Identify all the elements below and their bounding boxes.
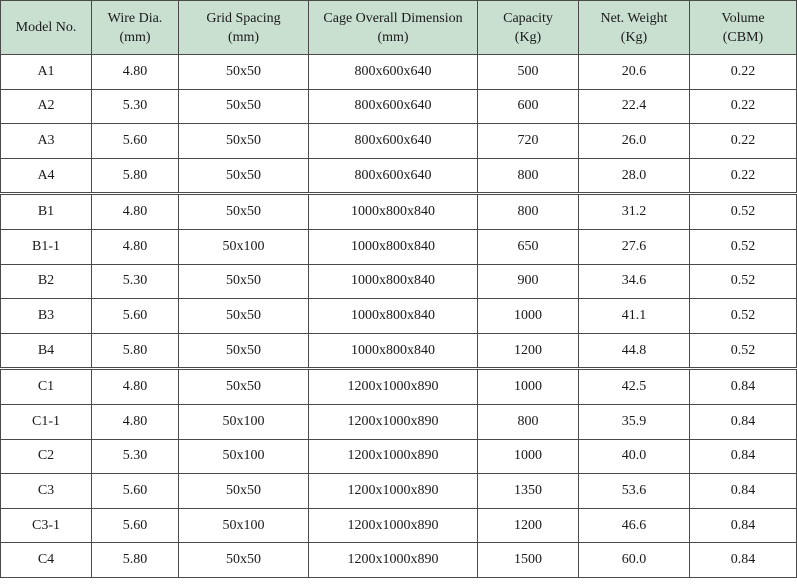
cell-volume: 0.22 bbox=[690, 55, 797, 90]
cell-dimension: 1000x800x840 bbox=[309, 299, 478, 334]
cell-grid-spacing: 50x50 bbox=[179, 55, 309, 90]
cell-model-no: A1 bbox=[1, 55, 92, 90]
cell-model-no: A2 bbox=[1, 89, 92, 124]
header-capacity: Capacity (Kg) bbox=[478, 1, 579, 55]
header-model-no: Model No. bbox=[1, 1, 92, 55]
cell-net-weight: 27.6 bbox=[579, 229, 690, 264]
table-row bbox=[1, 89, 797, 124]
table-header bbox=[1, 1, 797, 55]
cell-grid-spacing: 50x50 bbox=[179, 474, 309, 509]
cell-net-weight: 46.6 bbox=[579, 508, 690, 543]
cell-grid-spacing: 50x50 bbox=[179, 194, 309, 230]
cell-dimension: 1200x1000x890 bbox=[309, 508, 478, 543]
table-row bbox=[1, 264, 797, 299]
cell-capacity: 800 bbox=[478, 404, 579, 439]
cell-dimension: 1200x1000x890 bbox=[309, 439, 478, 474]
cell-grid-spacing: 50x100 bbox=[179, 439, 309, 474]
header-wire-dia: Wire Dia. (mm) bbox=[92, 1, 179, 55]
cell-model-no: A4 bbox=[1, 158, 92, 194]
cell-model-no: B3 bbox=[1, 299, 92, 334]
cell-volume: 0.84 bbox=[690, 508, 797, 543]
cell-volume: 0.52 bbox=[690, 264, 797, 299]
cell-volume: 0.84 bbox=[690, 474, 797, 509]
cell-volume: 0.22 bbox=[690, 158, 797, 194]
cell-dimension: 1000x800x840 bbox=[309, 333, 478, 369]
header-net-weight: Net. Weight (Kg) bbox=[579, 1, 690, 55]
cell-model-no: C3-1 bbox=[1, 508, 92, 543]
cell-wire-dia: 5.60 bbox=[92, 299, 179, 334]
table-row bbox=[1, 194, 797, 230]
cell-volume: 0.52 bbox=[690, 229, 797, 264]
table-row bbox=[1, 369, 797, 405]
cell-grid-spacing: 50x50 bbox=[179, 299, 309, 334]
cell-capacity: 1500 bbox=[478, 543, 579, 578]
table-row bbox=[1, 543, 797, 578]
cell-net-weight: 20.6 bbox=[579, 55, 690, 90]
cell-net-weight: 31.2 bbox=[579, 194, 690, 230]
cell-model-no: C3 bbox=[1, 474, 92, 509]
table-row bbox=[1, 229, 797, 264]
cell-dimension: 1000x800x840 bbox=[309, 264, 478, 299]
cell-net-weight: 28.0 bbox=[579, 158, 690, 194]
cell-dimension: 1200x1000x890 bbox=[309, 404, 478, 439]
table-row bbox=[1, 124, 797, 159]
table-body bbox=[1, 55, 797, 578]
cell-model-no: B2 bbox=[1, 264, 92, 299]
cell-net-weight: 53.6 bbox=[579, 474, 690, 509]
cell-model-no: B1-1 bbox=[1, 229, 92, 264]
cell-capacity: 1200 bbox=[478, 508, 579, 543]
cell-capacity: 1000 bbox=[478, 369, 579, 405]
cell-volume: 0.52 bbox=[690, 194, 797, 230]
cell-grid-spacing: 50x50 bbox=[179, 264, 309, 299]
header-cage-overall-dimension: Cage Overall Dimension (mm) bbox=[309, 1, 478, 55]
header-grid-spacing: Grid Spacing (mm) bbox=[179, 1, 309, 55]
cell-volume: 0.22 bbox=[690, 124, 797, 159]
cell-capacity: 1000 bbox=[478, 299, 579, 334]
cell-wire-dia: 5.30 bbox=[92, 89, 179, 124]
cell-wire-dia: 4.80 bbox=[92, 55, 179, 90]
table-row bbox=[1, 439, 797, 474]
table-row bbox=[1, 508, 797, 543]
cell-wire-dia: 4.80 bbox=[92, 229, 179, 264]
cell-grid-spacing: 50x50 bbox=[179, 89, 309, 124]
cell-model-no: C2 bbox=[1, 439, 92, 474]
cell-grid-spacing: 50x100 bbox=[179, 508, 309, 543]
cell-net-weight: 44.8 bbox=[579, 333, 690, 369]
cell-wire-dia: 5.60 bbox=[92, 474, 179, 509]
cell-dimension: 1000x800x840 bbox=[309, 229, 478, 264]
cell-net-weight: 60.0 bbox=[579, 543, 690, 578]
cell-grid-spacing: 50x50 bbox=[179, 543, 309, 578]
cell-wire-dia: 5.80 bbox=[92, 543, 179, 578]
cell-grid-spacing: 50x50 bbox=[179, 124, 309, 159]
cell-capacity: 600 bbox=[478, 89, 579, 124]
cell-wire-dia: 5.80 bbox=[92, 333, 179, 369]
cell-capacity: 1200 bbox=[478, 333, 579, 369]
cell-net-weight: 34.6 bbox=[579, 264, 690, 299]
cell-volume: 0.22 bbox=[690, 89, 797, 124]
cell-volume: 0.84 bbox=[690, 439, 797, 474]
cell-wire-dia: 5.30 bbox=[92, 264, 179, 299]
cell-grid-spacing: 50x50 bbox=[179, 369, 309, 405]
cell-net-weight: 42.5 bbox=[579, 369, 690, 405]
cell-dimension: 1000x800x840 bbox=[309, 194, 478, 230]
cell-model-no: C1 bbox=[1, 369, 92, 405]
cell-net-weight: 40.0 bbox=[579, 439, 690, 474]
cell-dimension: 1200x1000x890 bbox=[309, 369, 478, 405]
cell-model-no: B1 bbox=[1, 194, 92, 230]
cell-dimension: 800x600x640 bbox=[309, 55, 478, 90]
cell-grid-spacing: 50x100 bbox=[179, 404, 309, 439]
cell-model-no: B4 bbox=[1, 333, 92, 369]
cell-net-weight: 35.9 bbox=[579, 404, 690, 439]
cell-net-weight: 41.1 bbox=[579, 299, 690, 334]
cell-net-weight: 22.4 bbox=[579, 89, 690, 124]
cell-capacity: 1350 bbox=[478, 474, 579, 509]
cell-model-no: C4 bbox=[1, 543, 92, 578]
cell-net-weight: 26.0 bbox=[579, 124, 690, 159]
cell-dimension: 1200x1000x890 bbox=[309, 543, 478, 578]
cell-capacity: 800 bbox=[478, 194, 579, 230]
table-row bbox=[1, 474, 797, 509]
table-row bbox=[1, 158, 797, 194]
cell-capacity: 720 bbox=[478, 124, 579, 159]
cell-capacity: 500 bbox=[478, 55, 579, 90]
header-row bbox=[1, 1, 797, 55]
cell-grid-spacing: 50x100 bbox=[179, 229, 309, 264]
cell-volume: 0.52 bbox=[690, 333, 797, 369]
cell-model-no: A3 bbox=[1, 124, 92, 159]
cell-wire-dia: 5.60 bbox=[92, 124, 179, 159]
cell-volume: 0.84 bbox=[690, 543, 797, 578]
cell-capacity: 1000 bbox=[478, 439, 579, 474]
cell-dimension: 1200x1000x890 bbox=[309, 474, 478, 509]
cell-capacity: 650 bbox=[478, 229, 579, 264]
cell-capacity: 800 bbox=[478, 158, 579, 194]
header-volume: Volume (CBM) bbox=[690, 1, 797, 55]
cell-capacity: 900 bbox=[478, 264, 579, 299]
cell-dimension: 800x600x640 bbox=[309, 89, 478, 124]
cell-wire-dia: 5.80 bbox=[92, 158, 179, 194]
cell-wire-dia: 5.60 bbox=[92, 508, 179, 543]
cell-volume: 0.84 bbox=[690, 404, 797, 439]
cell-dimension: 800x600x640 bbox=[309, 124, 478, 159]
cell-model-no: C1-1 bbox=[1, 404, 92, 439]
cell-volume: 0.52 bbox=[690, 299, 797, 334]
table-row bbox=[1, 333, 797, 369]
cell-grid-spacing: 50x50 bbox=[179, 158, 309, 194]
cell-wire-dia: 5.30 bbox=[92, 439, 179, 474]
cell-wire-dia: 4.80 bbox=[92, 194, 179, 230]
cell-wire-dia: 4.80 bbox=[92, 404, 179, 439]
table-row bbox=[1, 299, 797, 334]
cell-dimension: 800x600x640 bbox=[309, 158, 478, 194]
cell-grid-spacing: 50x50 bbox=[179, 333, 309, 369]
table-row bbox=[1, 55, 797, 90]
cell-volume: 0.84 bbox=[690, 369, 797, 405]
table-row bbox=[1, 404, 797, 439]
cell-wire-dia: 4.80 bbox=[92, 369, 179, 405]
